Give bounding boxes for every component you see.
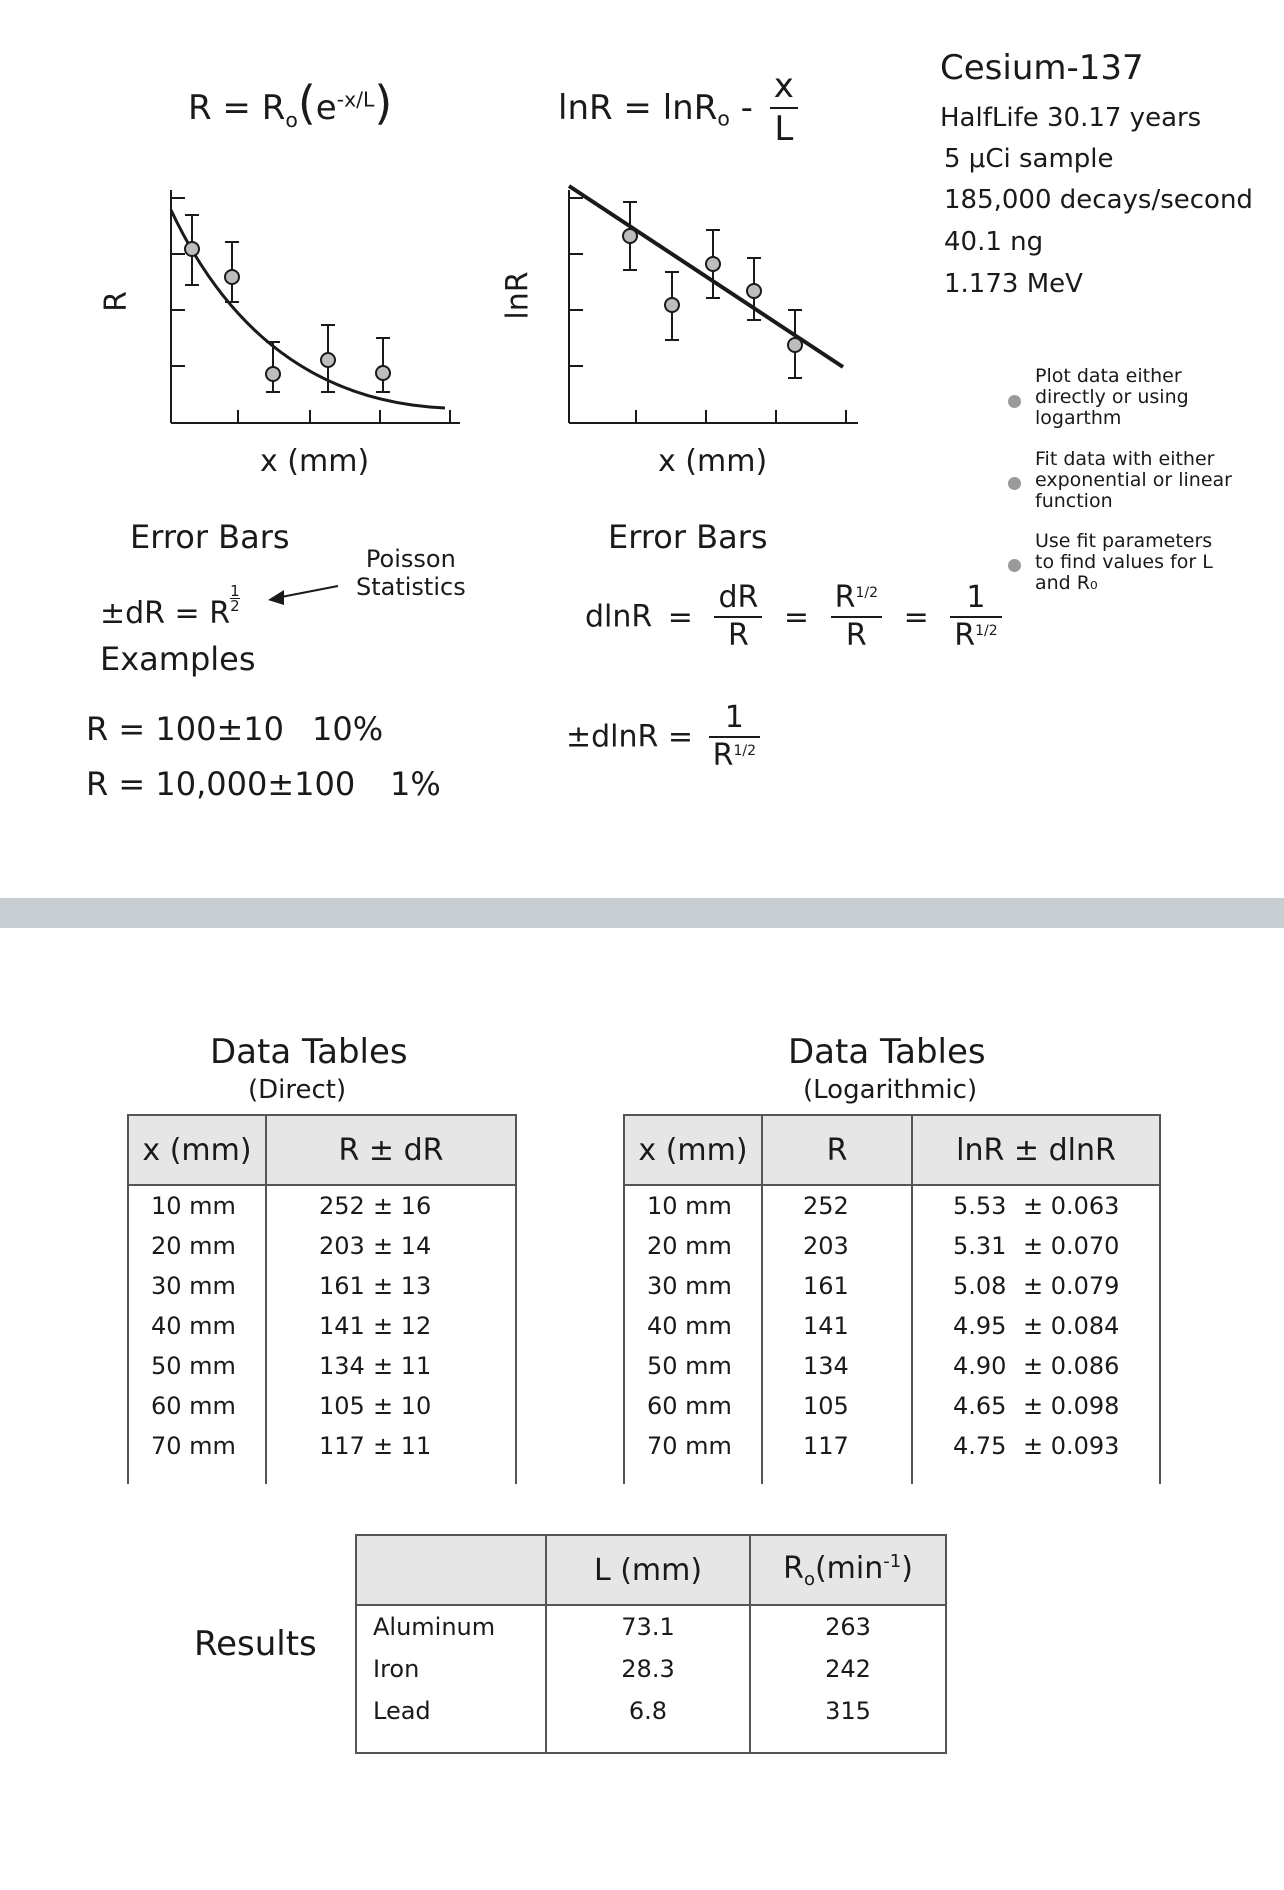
- bullet-dot: [1008, 395, 1021, 408]
- table-row: [624, 1426, 1160, 1466]
- cell-r: 105: [762, 1386, 912, 1426]
- table-row: [356, 1732, 946, 1753]
- results-header-l: L (mm): [546, 1535, 750, 1605]
- cell-x: 10 mm: [128, 1185, 266, 1226]
- table-log: [623, 1114, 1161, 1484]
- cell-lnr: [912, 1346, 1160, 1386]
- cell-r-error: ± 14: [373, 1232, 432, 1260]
- table-row: [128, 1426, 516, 1466]
- cell-r-error: ± 16: [373, 1192, 432, 1220]
- formula-log: lnR = lnR$_o$ - $\frac{x}{L}$: [558, 66, 804, 150]
- plot-direct-ylabel: R: [98, 291, 134, 312]
- results-r0-value: 242: [750, 1648, 946, 1690]
- examples-title: Examples: [100, 640, 256, 678]
- cell-lnr-error: ± 0.084: [1023, 1312, 1120, 1340]
- cell-r: [266, 1386, 516, 1426]
- cell-r: [266, 1226, 516, 1266]
- section-divider: [0, 898, 1284, 928]
- example-1-expr: R = 100±10: [86, 710, 284, 748]
- cell-lnr-value: 4.95: [953, 1312, 1007, 1340]
- table-row: [128, 1185, 516, 1226]
- cell-lnr: [912, 1266, 1160, 1306]
- results-l-value: 6.8: [546, 1690, 750, 1732]
- table-direct-header-r: R ± dR: [266, 1115, 516, 1185]
- cell-r: [266, 1346, 516, 1386]
- note-fit: Fit data with either exponential or linear function: [1035, 448, 1232, 512]
- cell-x: 20 mm: [128, 1226, 266, 1266]
- cell-r-error: ± 11: [373, 1352, 432, 1380]
- cell-r: 117: [762, 1426, 912, 1466]
- cell-lnr-value: 4.75: [953, 1432, 1007, 1460]
- results-l-value: 28.3: [546, 1648, 750, 1690]
- table-row: [624, 1466, 1160, 1484]
- formula-direct: $R = R_o(e^{-x/L})$: [188, 76, 393, 132]
- note-plot: Plot data either directly or using logarthm: [1035, 365, 1189, 429]
- results-material: Lead: [356, 1690, 546, 1732]
- error-bars-left-title: Error Bars: [130, 518, 290, 556]
- cell-x: 20 mm: [624, 1226, 762, 1266]
- error-formula-pm: ±dlnR = $\frac{1}{R^{1/2}}$: [566, 700, 766, 774]
- cell-x: 70 mm: [624, 1426, 762, 1466]
- cell-r: 252: [762, 1185, 912, 1226]
- error-formula-left: ±dR = R $\frac{1}{2}$: [100, 582, 240, 631]
- example-1-pct: 10%: [312, 710, 384, 748]
- cell-lnr-error: ± 0.098: [1023, 1392, 1120, 1420]
- results-r0-value: 315: [750, 1690, 946, 1732]
- cell-r: 161: [762, 1266, 912, 1306]
- cell-r-error: ± 13: [373, 1272, 432, 1300]
- cell-x: 60 mm: [624, 1386, 762, 1426]
- sample-energy: 1.173 MeV: [944, 269, 1083, 299]
- bullet-dot: [1008, 477, 1021, 490]
- results-label: Results: [194, 1624, 317, 1664]
- cell-r-value: 141: [319, 1312, 365, 1340]
- cell-lnr: [912, 1386, 1160, 1426]
- results-header-blank: [356, 1535, 546, 1605]
- cell-r: [266, 1306, 516, 1346]
- results-row: [356, 1648, 946, 1690]
- cell-lnr: [912, 1185, 1160, 1226]
- table-row: [624, 1266, 1160, 1306]
- cell-r: 134: [762, 1346, 912, 1386]
- cell-r-value: 117: [319, 1432, 365, 1460]
- table-row: [624, 1306, 1160, 1346]
- table-row: [128, 1306, 516, 1346]
- table-log-title: Data Tables: [788, 1032, 986, 1072]
- table-row: [624, 1386, 1160, 1426]
- cell-lnr: [912, 1226, 1160, 1266]
- cell-x: 50 mm: [624, 1346, 762, 1386]
- results-header-r0: $R_o(\min^{-1})$: [750, 1535, 946, 1605]
- cell-r: [266, 1426, 516, 1466]
- results-table: [355, 1534, 947, 1754]
- cell-r-value: 252: [319, 1192, 365, 1220]
- sample-activity: 5 μCi sample: [944, 144, 1114, 174]
- cell-lnr-value: 5.31: [953, 1232, 1007, 1260]
- cell-r-value: 203: [319, 1232, 365, 1260]
- table-direct-subtitle: (Direct): [248, 1075, 347, 1105]
- table-row: [128, 1386, 516, 1426]
- cell-r-value: 161: [319, 1272, 365, 1300]
- table-row: [128, 1226, 516, 1266]
- cell-r: 141: [762, 1306, 912, 1346]
- results-material: Iron: [356, 1648, 546, 1690]
- cell-x: 50 mm: [128, 1346, 266, 1386]
- plot-log: [548, 180, 868, 440]
- results-r0-value: 263: [750, 1605, 946, 1648]
- cell-lnr: [912, 1426, 1160, 1466]
- results-row: [356, 1605, 946, 1648]
- poisson-label: Poisson Statistics: [356, 545, 466, 601]
- cell-x: 10 mm: [624, 1185, 762, 1226]
- table-row: [624, 1185, 1160, 1226]
- cell-r-value: 105: [319, 1392, 365, 1420]
- cell-r: [266, 1266, 516, 1306]
- cell-lnr-value: 5.08: [953, 1272, 1007, 1300]
- table-row: [624, 1346, 1160, 1386]
- cell-lnr-error: ± 0.070: [1023, 1232, 1120, 1260]
- cell-x: 70 mm: [128, 1426, 266, 1466]
- sample-decay-rate: 185,000 decays/second: [944, 185, 1253, 215]
- cell-x: 30 mm: [624, 1266, 762, 1306]
- poisson-arrow: [266, 580, 346, 610]
- plot-direct-xlabel: x (mm): [260, 444, 370, 479]
- error-bars-right-title: Error Bars: [608, 518, 768, 556]
- cell-lnr-value: 4.65: [953, 1392, 1007, 1420]
- cell-r-value: 134: [319, 1352, 365, 1380]
- results-material: Aluminum: [356, 1605, 546, 1648]
- plot-direct: [150, 180, 470, 440]
- table-direct-header-x: x (mm): [128, 1115, 266, 1185]
- results-l-value: 73.1: [546, 1605, 750, 1648]
- example-2-expr: R = 10,000±100: [86, 765, 356, 803]
- bullet-dot: [1008, 559, 1021, 572]
- cell-x: 40 mm: [624, 1306, 762, 1346]
- table-log-header-lnr: lnR ± dlnR: [912, 1115, 1160, 1185]
- table-row: [128, 1346, 516, 1386]
- plot-log-xlabel: x (mm): [658, 444, 768, 479]
- cell-x: 30 mm: [128, 1266, 266, 1306]
- cell-lnr-error: ± 0.079: [1023, 1272, 1120, 1300]
- table-direct: [127, 1114, 517, 1484]
- table-log-subtitle: (Logarithmic): [803, 1075, 978, 1105]
- cell-r-error: ± 12: [373, 1312, 432, 1340]
- table-row: [128, 1466, 516, 1484]
- sample-title: Cesium-137: [940, 48, 1144, 88]
- note-params: Use fit parameters to find values for L and R₀: [1035, 530, 1213, 594]
- cell-r-error: ± 11: [373, 1432, 432, 1460]
- cell-lnr-value: 5.53: [953, 1192, 1007, 1220]
- cell-x: 40 mm: [128, 1306, 266, 1346]
- error-formula-right: dlnR = $\frac{dR}{R}$ = $\frac{R^{1/2}}{R}$ = $\frac{1}{R^{1/2}}$: [585, 580, 1008, 654]
- plot-log-ylabel: lnR: [500, 271, 536, 320]
- cell-lnr: [912, 1306, 1160, 1346]
- cell-r-error: ± 10: [373, 1392, 432, 1420]
- table-log-header-r: R: [762, 1115, 912, 1185]
- cell-x: 60 mm: [128, 1386, 266, 1426]
- results-row: [356, 1690, 946, 1732]
- cell-lnr-value: 4.90: [953, 1352, 1007, 1380]
- sample-mass: 40.1 ng: [944, 227, 1044, 257]
- table-direct-title: Data Tables: [210, 1032, 408, 1072]
- table-row: [128, 1266, 516, 1306]
- cell-r: [266, 1185, 516, 1226]
- cell-lnr-error: ± 0.086: [1023, 1352, 1120, 1380]
- cell-lnr-error: ± 0.093: [1023, 1432, 1120, 1460]
- cell-r: 203: [762, 1226, 912, 1266]
- sample-halflife: HalfLife 30.17 years: [940, 103, 1202, 133]
- cell-lnr-error: ± 0.063: [1023, 1192, 1120, 1220]
- table-log-header-x: x (mm): [624, 1115, 762, 1185]
- example-2-pct: 1%: [390, 765, 441, 803]
- table-row: [624, 1226, 1160, 1266]
